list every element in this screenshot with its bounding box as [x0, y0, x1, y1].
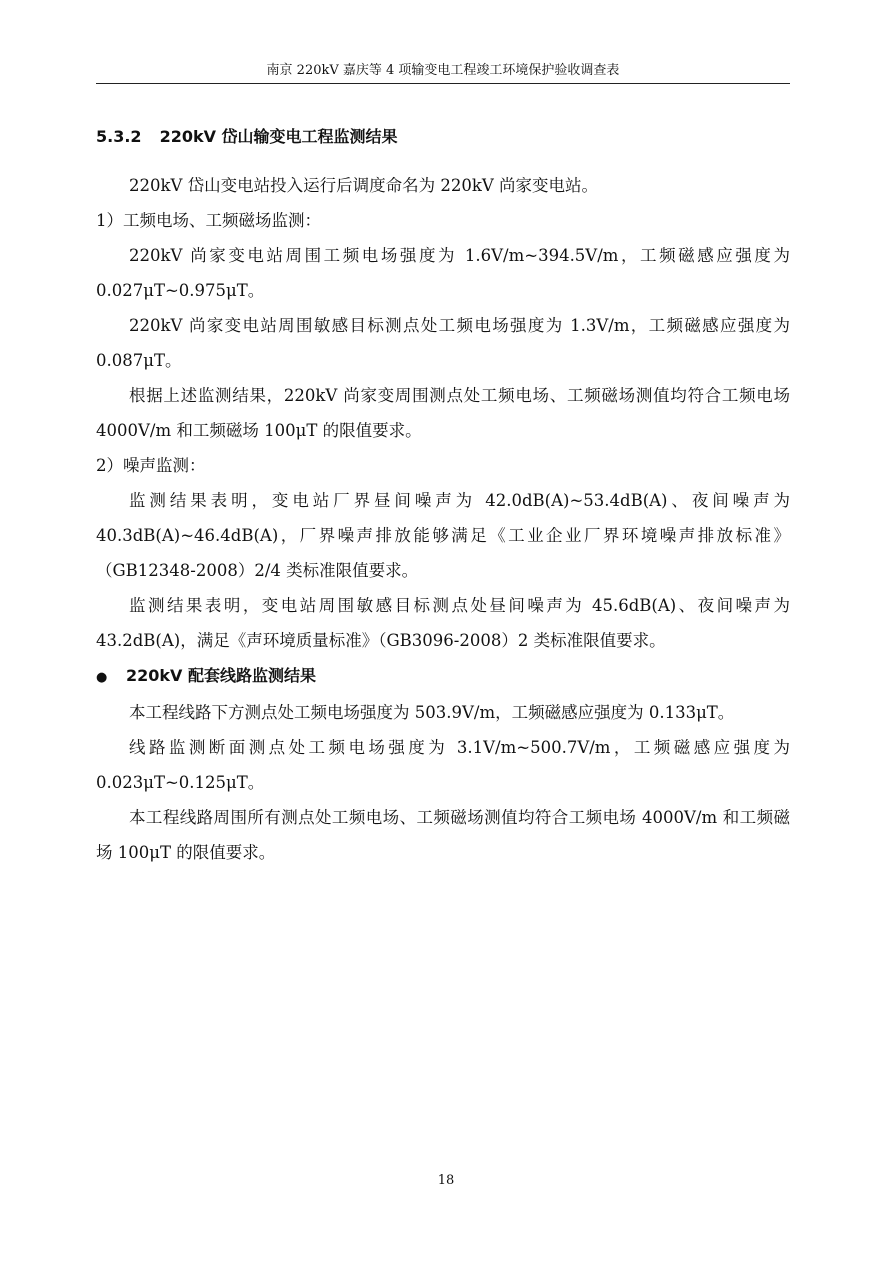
- page-header: 南京 220kV 嘉庆等 4 项输变电工程竣工环境保护验收调查表: [266, 63, 620, 78]
- section-title: 220kV 岱山输变电工程监测结果: [159, 127, 398, 146]
- subheading-power-frequency: 1）工频电场、工频磁场监测：: [96, 211, 321, 230]
- paragraph-line-below: 本工程线路下方测点处工频电场强度为 503.9V/m，工频磁感应强度为 0.133μT。: [129, 703, 735, 722]
- paragraph-sensitive-noise: 监测结果表明，变电站周围敏感目标测点处昼间噪声为 45.6dB(A)、夜间噪声为 43.2dB(A)，满足《声环境质量标准》（GB3096-2008）2 类标准限值要求。: [96, 596, 790, 650]
- subheading-noise: 2）噪声监测：: [96, 456, 206, 475]
- section-number: 5.3.2: [96, 127, 142, 146]
- section-heading: [96, 120, 790, 154]
- paragraph-substation-field: 220kV 尚家变电站周围工频电场强度为 1.6V/m~394.5V/m，工频磁感应强度为 0.027μT~0.975μT。: [96, 246, 790, 300]
- paragraph-line-section: 线路监测断面测点处工频电场强度为 3.1V/m~500.7V/m，工频磁感应强度为 0.023μT~0.125μT。: [96, 738, 790, 792]
- bullet-title: 220kV 配套线路监测结果: [126, 666, 316, 685]
- paragraph-sensitive-target-field: 220kV 尚家变电站周围敏感目标测点处工频电场强度为 1.3V/m，工频磁感应强度为 0.087μT。: [96, 316, 790, 370]
- paragraph-renaming: 220kV 岱山变电站投入运行后调度命名为 220kV 尚家变电站。: [129, 176, 599, 195]
- paragraph-field-conclusion: 根据上述监测结果，220kV 尚家变周围测点处工频电场、工频磁场测值均符合工频电场 4000V/m 和工频磁场 100μT 的限值要求。: [96, 386, 790, 440]
- document-body: [96, 120, 790, 870]
- header-divider: [96, 83, 790, 84]
- page-number: 18: [437, 1173, 455, 1188]
- bullet-heading: [96, 658, 790, 695]
- paragraph-boundary-noise: 监测结果表明，变电站厂界昼间噪声为 42.0dB(A)~53.4dB(A)、夜间噪声为 40.3dB(A)~46.4dB(A)，厂界噪声排放能够满足《工业企业厂界环境噪声排放标准》（GB12348-2008）2/4 类标准限值要求。: [96, 491, 790, 580]
- bullet-icon: ●: [96, 670, 108, 685]
- paragraph-line-conclusion: 本工程线路周围所有测点处工频电场、工频磁场测值均符合工频电场 4000V/m 和工频磁场 100μT 的限值要求。: [96, 808, 790, 862]
